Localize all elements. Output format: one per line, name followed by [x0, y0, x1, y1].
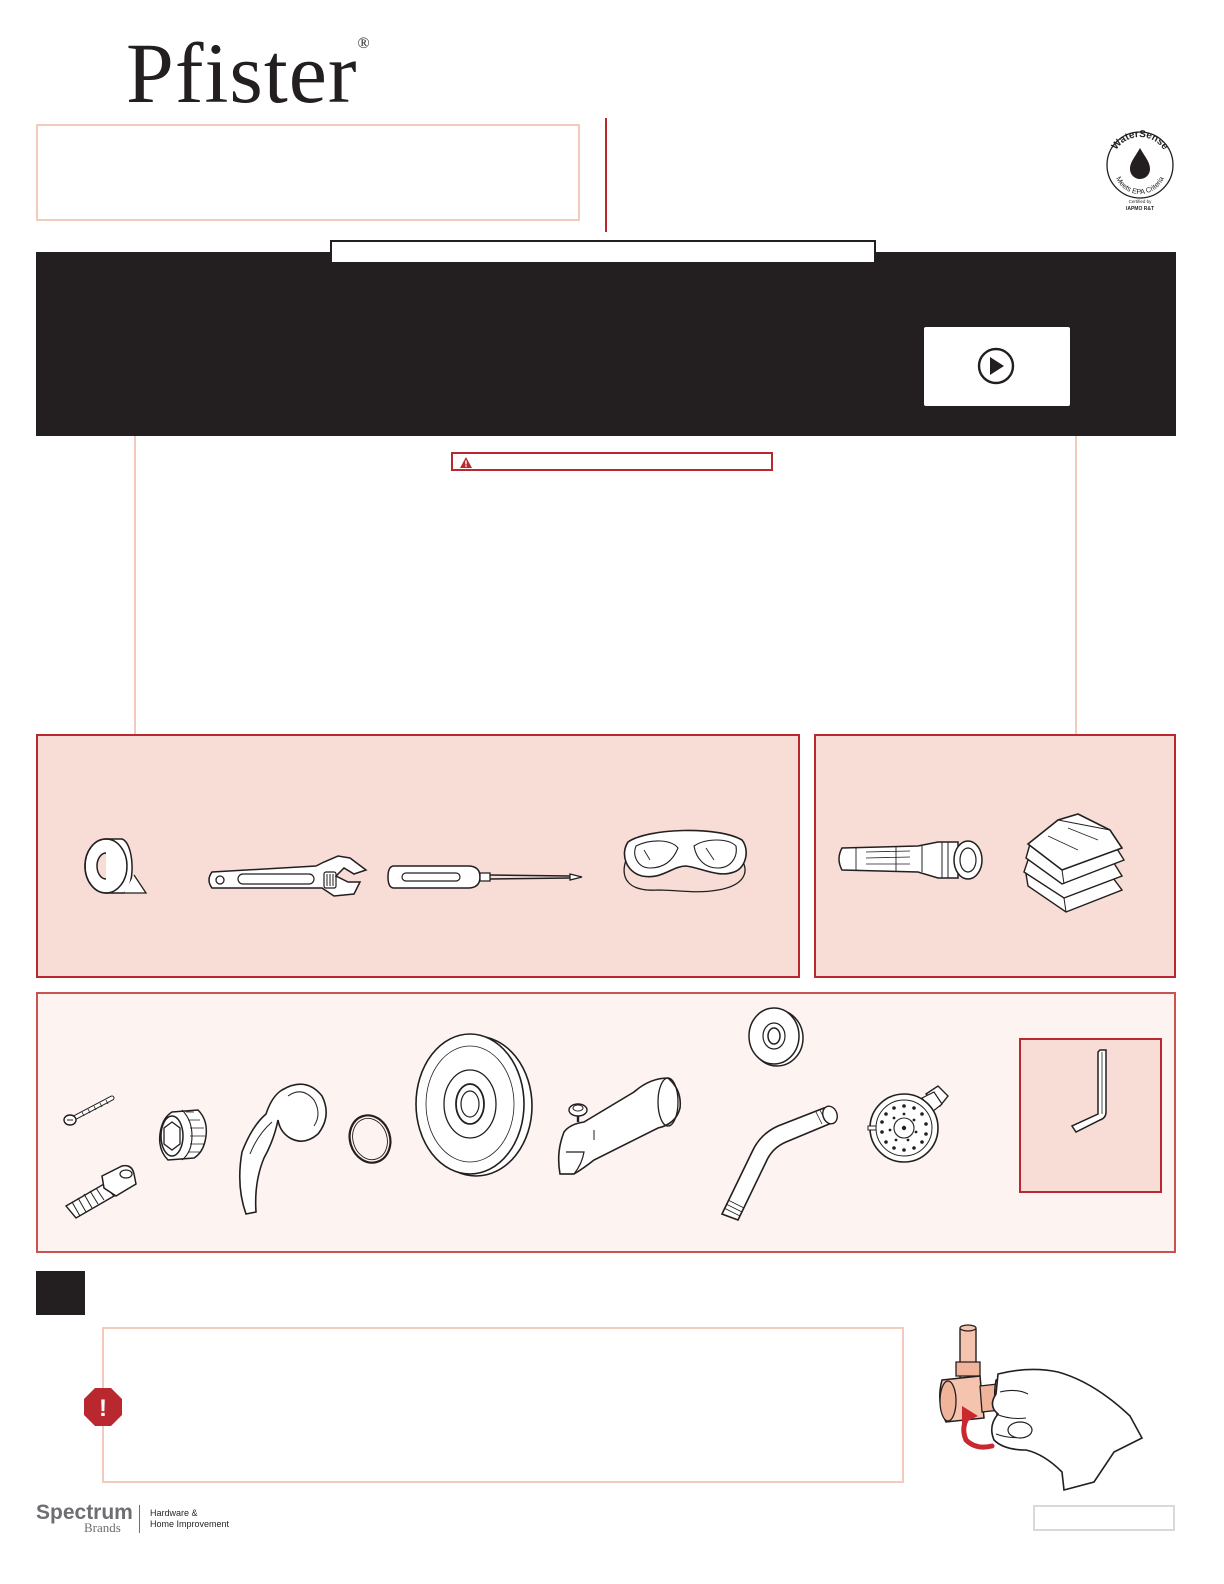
- towels-icon: [1018, 814, 1130, 914]
- shower-flange-icon: [746, 1006, 806, 1068]
- bonnet-nut-icon: [158, 1106, 208, 1162]
- warning-triangle-icon: [460, 457, 472, 468]
- division-line-1: Hardware &: [150, 1508, 198, 1518]
- model-info-box: [36, 124, 580, 221]
- division-label: [150, 1508, 250, 1530]
- shower-head-icon: [866, 1084, 952, 1168]
- shower-arm-icon: [716, 1102, 842, 1226]
- right-guide-rule: [1075, 436, 1077, 734]
- caution-box: [102, 1327, 904, 1483]
- flashlight-icon: [836, 838, 986, 882]
- handle-adapter-screw-icon: [64, 1162, 138, 1222]
- brand-logo: Pfister®: [126, 25, 371, 121]
- safety-goggles-icon: [618, 828, 750, 896]
- allen-wrench-icon: [1068, 1046, 1114, 1136]
- plumbers-tape-icon: [82, 835, 148, 897]
- screwdriver-icon: [388, 862, 584, 892]
- warning-box: [451, 452, 773, 471]
- video-button[interactable]: [924, 327, 1070, 406]
- caution-glyph: !: [99, 1395, 107, 1422]
- play-icon: [976, 348, 1016, 388]
- o-ring-icon: [346, 1112, 394, 1166]
- watersense-arc-text: WaterSense: [1109, 128, 1171, 153]
- caution-octagon-icon: [84, 1388, 122, 1426]
- registered-mark: ®: [357, 35, 371, 52]
- lever-handle-icon: [236, 1082, 332, 1218]
- watersense-badge: [1104, 130, 1176, 212]
- tub-spout-icon: [554, 1070, 686, 1180]
- division-line-2: Home Improvement: [150, 1519, 230, 1529]
- screw-icon: [62, 1094, 116, 1128]
- certified-by-text: Certified by: [1128, 199, 1152, 204]
- title-bar: [330, 240, 876, 264]
- header-divider: [605, 118, 607, 232]
- left-guide-rule: [134, 436, 136, 734]
- adjustable-wrench-icon: [208, 852, 370, 902]
- spectrum-brands-sub: Brands: [84, 1520, 121, 1535]
- watersense-sub-text: Meets EPA Criteria: [1114, 174, 1166, 197]
- document-number-box: [1033, 1505, 1175, 1531]
- footer-divider: [139, 1505, 140, 1533]
- hand-turning-shutoff-valve-icon: [934, 1322, 1144, 1490]
- spectrum-brands-logo: Spectrum: [36, 1501, 133, 1524]
- step-number-marker: [36, 1271, 85, 1315]
- certifier-name: IAPMO R&T: [1125, 206, 1155, 212]
- escutcheon-plate-icon: [414, 1032, 534, 1178]
